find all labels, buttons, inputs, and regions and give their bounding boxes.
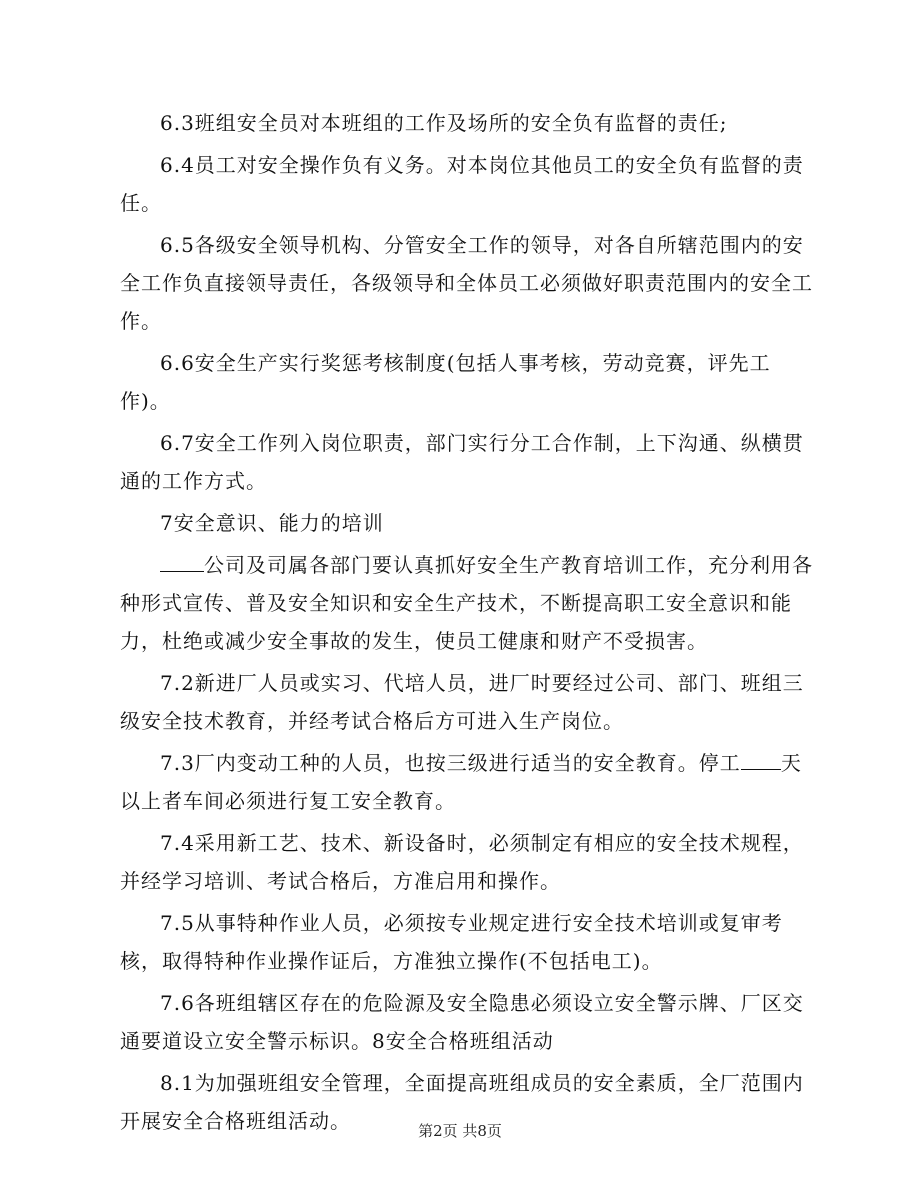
paragraph-6-5: 6.5各级安全领导机构、分管安全工作的领导，对各自所辖范围内的安全工作负直接领导责任，各级领导和全体员工必须做好职责范围内的安全工作。 <box>120 233 813 333</box>
page-number-footer: 第2页 共8页 <box>418 1122 502 1140</box>
paragraph-7-3-text-after: 天以上者车间必须进行复工安全教育。 <box>120 751 802 813</box>
fill-in-blank <box>160 549 204 572</box>
paragraph-6-6: 6.6安全生产实行奖惩考核制度(包括人事考核，劳动竞赛，评先工作)。 <box>120 351 771 413</box>
paragraph-7-5: 7.5从事特种作业人员，必须按专业规定进行安全技术培训或复审考核，取得特种作业操作证后，方准独立操作(不包括电工)。 <box>120 911 783 973</box>
paragraph-7-4: 7.4采用新工艺、技术、新设备时，必须制定有相应的安全技术规程，并经学习培训、考试合格后，方准启用和操作。 <box>120 831 804 893</box>
paragraph-7-1-text: 公司及司属各部门要认真抓好安全生产教育培训工作，充分利用各种形式宣传、普及安全知识和安全生产技术，不断提高职工安全意识和能力，杜绝或减少安全事故的发生，使员工健康和财产不受损害。 <box>120 553 813 653</box>
paragraph-7-3-text-before: 7.3厂内变动工种的人员，也按三级进行适当的安全教育。停工 <box>160 751 741 775</box>
paragraph-7-6: 7.6各班组辖区存在的危险源及安全隐患必须设立安全警示牌、厂区交通要道设立安全警示标识。8安全合格班组活动 <box>120 991 804 1053</box>
paragraph-7-2: 7.2新进厂人员或实习、代培人员，进厂时要经过公司、部门、班组三级安全技术教育，并经考试合格后方可进入生产岗位。 <box>120 671 804 733</box>
paragraph-6-4: 6.4员工对安全操作负有义务。对本岗位其他员工的安全负有监督的责任。 <box>120 153 804 215</box>
paragraph-6-7: 6.7安全工作列入岗位职责，部门实行分工合作制，上下沟通、纵横贯通的工作方式。 <box>120 431 804 493</box>
paragraph-7-1 <box>120 546 820 660</box>
document-body <box>120 104 820 1144</box>
paragraph-7-3 <box>120 744 820 820</box>
section-heading-7: 7安全意识、能力的培训 <box>160 511 384 535</box>
paragraph-8-1: 8.1为加强班组安全管理，全面提高班组成员的安全素质，全厂范围内开展安全合格班组活动。 <box>120 1071 804 1133</box>
paragraph-6-3: 6.3班组安全员对本班组的工作及场所的安全负有监督的责任; <box>160 111 728 135</box>
fill-in-blank <box>741 747 781 770</box>
